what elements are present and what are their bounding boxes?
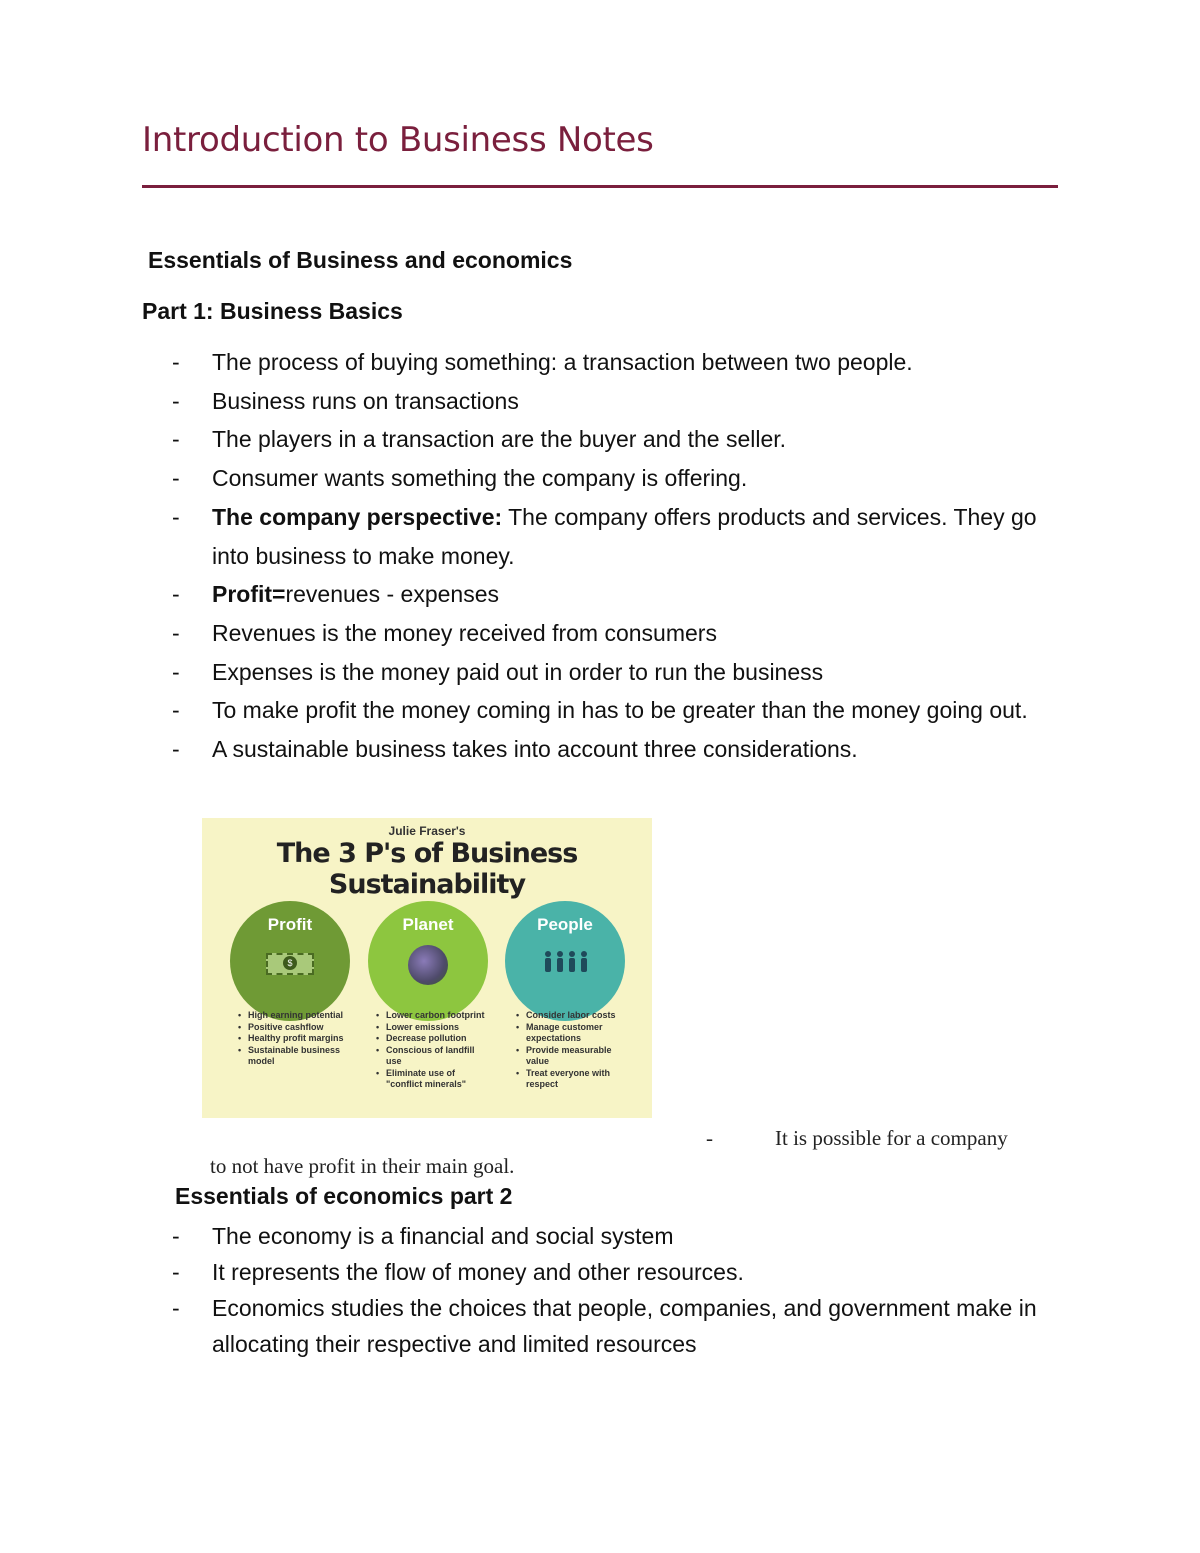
sustainability-infographic <box>202 818 652 1118</box>
list-item <box>172 1254 1062 1290</box>
serif-line-1: It is possible for a company <box>775 1126 1008 1150</box>
dash-marker: - <box>172 426 180 453</box>
list-item <box>172 575 1062 614</box>
people-circle <box>505 901 625 1021</box>
item-text: The company offers products and services. They go into business to make money. <box>212 503 1037 569</box>
dash-marker: - <box>172 387 180 414</box>
dash-marker: - <box>172 503 180 530</box>
lavender-icon <box>408 945 448 985</box>
dash-marker: - <box>172 736 180 763</box>
dollar-symbol: $ <box>283 956 297 970</box>
bullet-item: • Conscious of landfill use <box>376 1045 491 1068</box>
dash-marker: - <box>172 1259 180 1285</box>
profit-bullets <box>238 1010 348 1068</box>
infographic-subtitle: Julie Fraser's <box>388 824 466 838</box>
list-item <box>172 343 1062 382</box>
infographic-title: The 3 P's of Business Sustainability <box>276 838 578 900</box>
dash-marker: - <box>172 658 180 685</box>
item-text: Economics studies the choices that people, companies, and government make in allocating their respective and limited resources <box>212 1295 1037 1357</box>
item-text: Consumer wants something the company is offering. <box>212 465 748 492</box>
profit-label: Profit <box>267 915 313 934</box>
list-item <box>172 691 1062 730</box>
dash-marker: - <box>172 581 180 608</box>
bullet-item: • Lower emissions <box>376 1022 491 1034</box>
item-bold: Profit= <box>212 581 286 608</box>
bullet-item: • Sustainable business model <box>238 1045 348 1068</box>
item-text: The process of buying something: a transaction between two people. <box>212 349 913 375</box>
bullet-item: • High earning potential <box>238 1010 348 1022</box>
title-rule <box>142 185 1058 188</box>
dash-marker: - <box>172 1295 180 1321</box>
list-item <box>172 498 1062 575</box>
list-item <box>172 1218 1062 1254</box>
section1-heading: Essentials of Business and economics <box>148 247 573 273</box>
bullet-item: • Lower carbon footprint <box>376 1010 491 1022</box>
bullet-item: • Positive cashflow <box>238 1022 348 1034</box>
item-text: The players in a transaction are the buyer and the seller. <box>212 426 787 453</box>
bullet-item: • Manage customer expectations <box>516 1022 631 1045</box>
people-label: People <box>537 915 593 934</box>
dash-marker: - <box>172 619 180 646</box>
bullet-item: • Consider labor costs <box>516 1010 631 1022</box>
item-text: To make profit the money coming in has to be greater than the money going out. <box>212 697 1028 724</box>
page-title: Introduction to Business Notes <box>142 120 654 160</box>
item-text: A sustainable business takes into account three considerations. <box>212 736 858 763</box>
serif-dash: - <box>706 1126 713 1150</box>
bullet-item: • Provide measurable value <box>516 1045 631 1068</box>
dash-marker: - <box>172 465 180 492</box>
item-text: Revenues is the money received from consumers <box>212 619 717 646</box>
part1-list <box>172 343 1062 769</box>
planet-circle <box>368 901 488 1021</box>
list-item <box>172 459 1062 498</box>
item-text: It represents the flow of money and other resources. <box>212 1259 744 1285</box>
bullet-item: • Decrease pollution <box>376 1033 491 1045</box>
list-item <box>172 420 1062 459</box>
part2-heading: Essentials of economics part 2 <box>175 1183 513 1209</box>
dollar-bill-icon <box>266 953 314 975</box>
people-bullets <box>516 1010 631 1091</box>
list-item <box>172 653 1062 692</box>
list-item <box>172 730 1062 769</box>
bullet-item: • Eliminate use of "conflict minerals" <box>376 1068 491 1091</box>
dash-marker: - <box>172 697 180 724</box>
bullet-item: • Healthy profit margins <box>238 1033 348 1045</box>
dash-marker: - <box>172 1223 180 1249</box>
profit-circle <box>230 901 350 1021</box>
dash-marker: - <box>172 349 180 375</box>
list-item <box>172 1290 1062 1362</box>
bullet-item: • Treat everyone with respect <box>516 1068 631 1091</box>
list-item <box>172 614 1062 653</box>
planet-bullets <box>376 1010 491 1091</box>
part2-list <box>172 1218 1062 1362</box>
part1-heading: Part 1: Business Basics <box>142 298 403 324</box>
item-text: Business runs on transactions <box>212 387 519 414</box>
item-text: The economy is a financial and social system <box>212 1223 674 1249</box>
item-bold: The company perspective: <box>212 503 503 530</box>
item-text: Expenses is the money paid out in order to run the business <box>212 658 824 685</box>
item-text: revenues - expenses <box>285 581 499 608</box>
people-icon <box>541 949 591 975</box>
serif-line-2: to not have profit in their main goal. <box>210 1154 515 1178</box>
list-item <box>172 382 1062 421</box>
planet-label: Planet <box>402 915 454 934</box>
